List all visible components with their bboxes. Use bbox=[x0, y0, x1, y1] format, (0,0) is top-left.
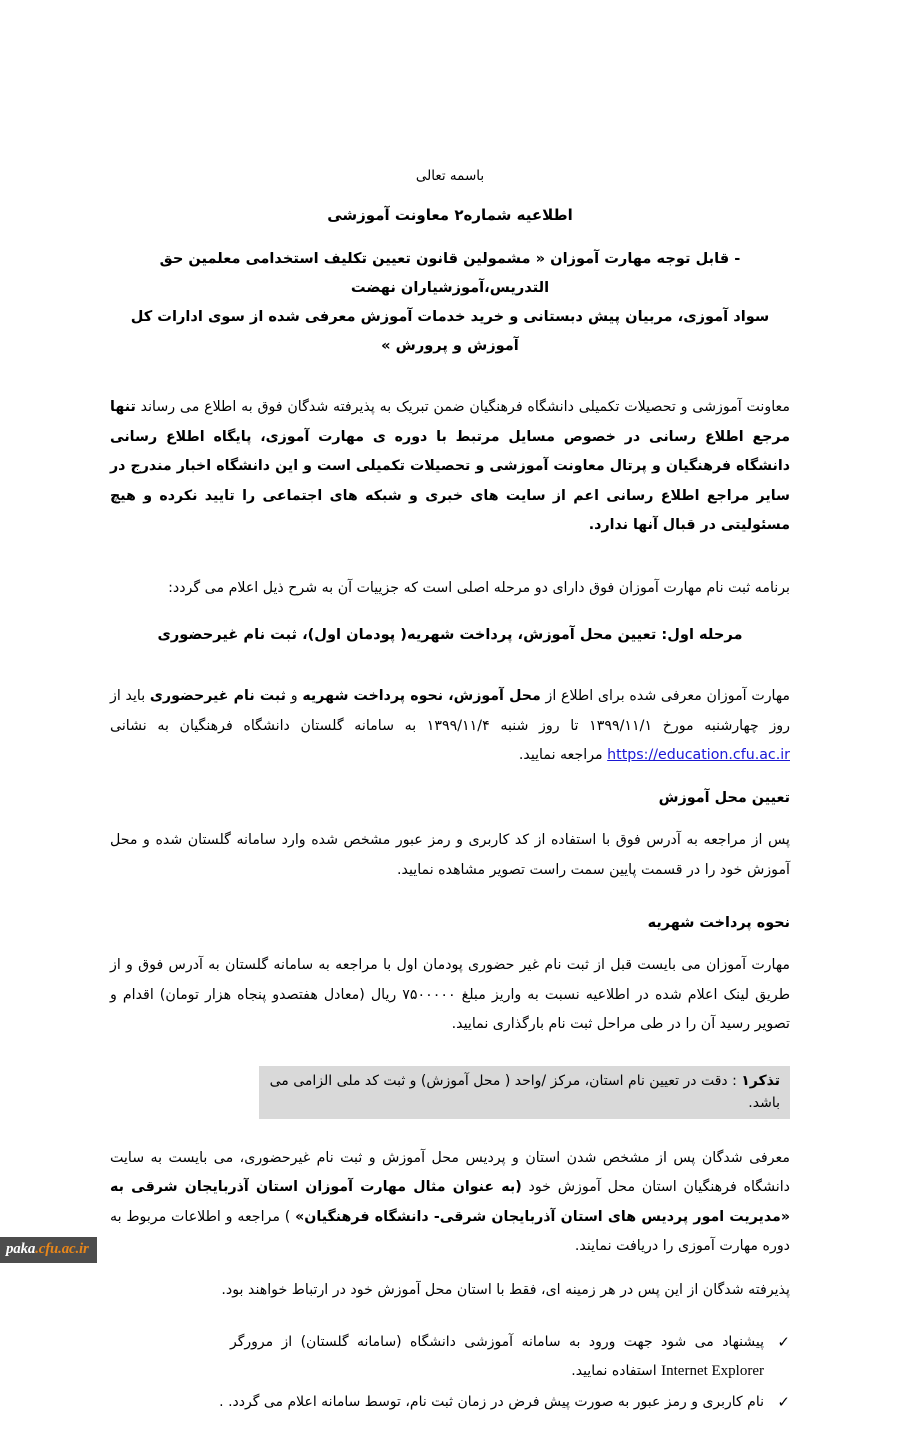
subtitle-line-2: سواد آموزی، مربیان پیش دبستانی و خرید خدمات آموزش معرفی شده از سوی ادارات کل آموزش و پرورش » bbox=[130, 308, 770, 354]
payment-section-body: مهارت آموزان می بایست قبل از ثبت نام غیر حضوری پودمان اول با مراجعه به سامانه گلستان به آدرس فوق و از طریق لینک اعلام شده در اطلاعیه نسبت به واریز مبلغ ۷۵۰۰۰۰۰ ریال (معادل هفتصدو پنجاه هزار تومان) اقدام و تصویر رسید آن را در طی مراحل ثبت نام بارگذاری نمایید. bbox=[110, 957, 790, 1033]
notice-bold-1: محل آموزش، نحوه پرداخت شهریه bbox=[302, 688, 541, 704]
checkmark-icon: ✓ bbox=[777, 1332, 790, 1351]
list-item bbox=[110, 1388, 790, 1417]
recommendations-list bbox=[110, 1328, 790, 1417]
program-description: برنامه ثبت نام مهارت آموزان فوق دارای دو مرحله اصلی است که جزییات آن به شرح ذیل اعلام می گردد: bbox=[168, 579, 790, 596]
note-box bbox=[259, 1066, 790, 1119]
notice-text-3: باید از روز چهارشنبه مورخ ۱۳۹۹/۱۱/۱ تا روز شنبه ۱۳۹۹/۱۱/۴ به سامانه گلستان دانشگاه فرهنگیان به نشانی bbox=[110, 688, 791, 734]
list-item-text-before: پیشنهاد می شود جهت ورود به سامانه آموزشی دانشگاه (سامانه گلستان) از مرورگر bbox=[230, 1333, 764, 1350]
location-section-body: پس از مراجعه به آدرس فوق با استفاده از کد کاربری و رمز عبور مشخص شده وارد سامانه گلستان شده و محل آموزش خود را در قسمت پایین سمت راست تصویر مشاهده نمایید. bbox=[110, 832, 790, 878]
checkmark-icon: ✓ bbox=[777, 1392, 790, 1411]
subtitle-line-1: - قابل توجه مهارت آموزان « مشمولین قانون تعیین تکلیف استخدامی معلمین حق التدریس،آموزشیاران نهضت bbox=[159, 250, 741, 296]
notice-text-4: مراجعه نمایید. bbox=[518, 747, 608, 763]
notice-text-2: و bbox=[286, 688, 303, 704]
notice-text-1: مهارت آموزان معرفی شده برای اطلاع از bbox=[540, 688, 791, 704]
browser-name-label: Internet Explorer bbox=[661, 1362, 764, 1379]
note-label: تذکر۱ bbox=[741, 1072, 780, 1089]
list-item-text: نام کاربری و رمز عبور به صورت پیش فرض در زمان ثبت نام، توسط سامانه اعلام می گردد. . bbox=[219, 1393, 764, 1410]
list-item-text bbox=[110, 1328, 764, 1386]
notice-bold-2: ثبت نام غیرحضوری bbox=[149, 688, 287, 704]
note-box-wrapper bbox=[110, 1066, 790, 1119]
intro-bold-text: تنها مرجع اطلاع رسانی در خصوص مسایل مرتبط با دوره ی مهارت آموزی، پایگاه اطلاع رسانی دانشگاه فرهنگیان و پرتال معاونت آموزشی و تحصیلات تکمیلی است و این دانشگاه اخبار مندرج در سایر مراجع اطلاع رسانی اعم از سایت های خبری و شبکه های اجتماعی را تایید نکرده و هیچ مسئولیتی در قبال آنها ندارد. bbox=[110, 399, 790, 533]
province-text-2: ) مراجعه و اطلاعات مربوط به دوره مهارت آموزی را دریافت نمایند. bbox=[110, 1208, 790, 1255]
watermark-sub-text: .cfu.ac.ir bbox=[35, 1241, 89, 1257]
education-portal-link[interactable]: https://education.cfu.ac.ir bbox=[607, 747, 790, 763]
intro-normal-text: معاونت آموزشی و تحصیلات تکمیلی دانشگاه فرهنگیان ضمن تبریک به پذیرفته شدگان فوق به اطلاع می رساند bbox=[135, 399, 790, 415]
province-text-1: معرفی شدگان پس از مشخص شدن استان و پردیس محل آموزش و ثبت نام غیرحضوری، می بایست به سایت دانشگاه فرهنگیان استان محل آموزش خود bbox=[110, 1149, 790, 1196]
site-watermark bbox=[0, 1237, 97, 1263]
province-section-body bbox=[110, 1144, 790, 1262]
list-item bbox=[110, 1328, 790, 1386]
stage-one-heading: مرحله اول: تعیین محل آموزش، پرداخت شهریه( پودمان اول)، ثبت نام غیرحضوری bbox=[157, 626, 743, 643]
payment-section-heading: نحوه پرداخت شهریه bbox=[647, 915, 790, 932]
location-section-heading: تعیین محل آموزش bbox=[658, 789, 790, 806]
basmala-line: باسمه تعالی bbox=[415, 167, 485, 184]
province-closing-line: پذیرفته شدگان از این پس در هر زمینه ای، فقط با استان محل آموزش خود در ارتباط خواهند بود. bbox=[221, 1282, 790, 1299]
intro-paragraph bbox=[110, 393, 790, 541]
document-subtitle bbox=[110, 244, 790, 360]
province-bold: (به عنوان مثال مهارت آموزان استان آذربایجان شرقی به «مدیریت امور پردیس های استان آذربایجان شرقی- دانشگاه فرهنگیان» bbox=[110, 1179, 791, 1225]
registration-notice bbox=[110, 682, 790, 771]
document-content bbox=[110, 150, 790, 1433]
note-text: : دقت در تعیین نام استان، مرکز /واحد ( محل آموزش) و ثبت کد ملی الزامی می باشد. bbox=[269, 1072, 780, 1111]
list-item-text-after: استفاده نمایید. bbox=[571, 1362, 662, 1379]
watermark-main-text: paka bbox=[6, 1241, 36, 1257]
page-title: اطلاعیه شماره۲ معاونت آموزشی bbox=[327, 206, 573, 224]
